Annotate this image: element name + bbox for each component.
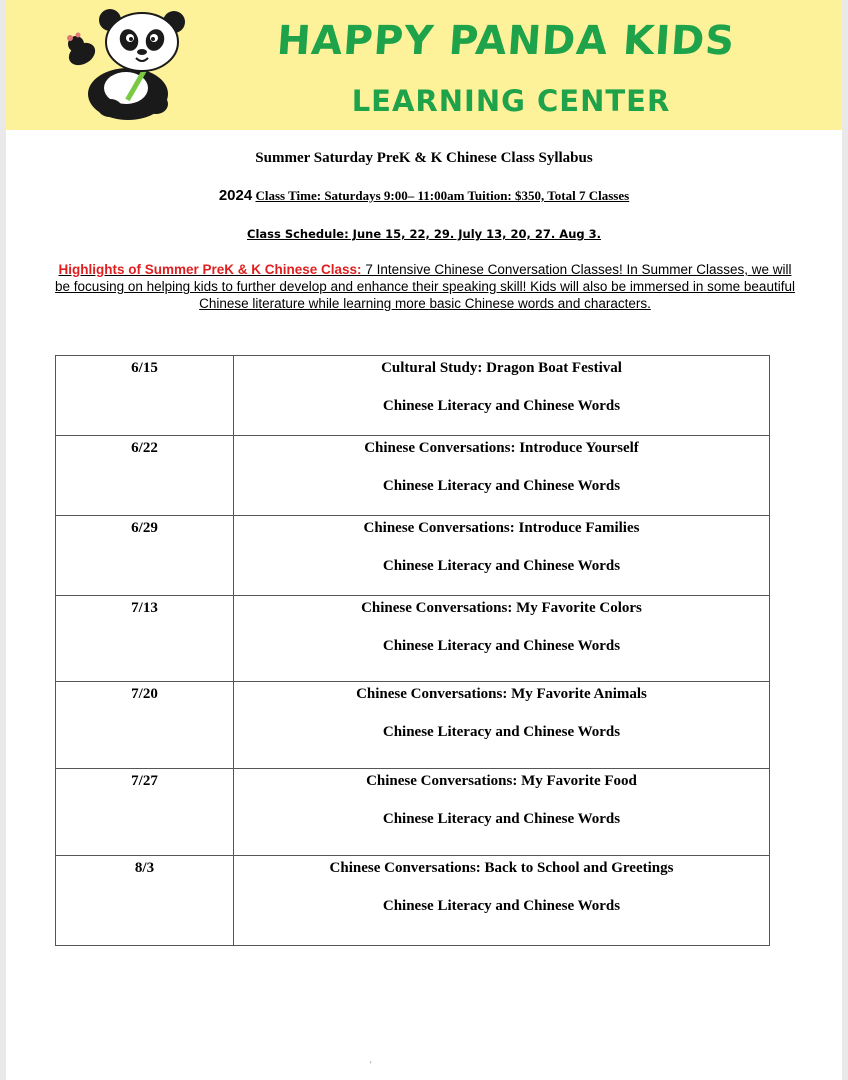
table-row (56, 769, 770, 856)
topic-text: Chinese Conversations: Introduce Families (363, 520, 640, 536)
highlights-label: Highlights of Summer PreK & K Chinese Class: (58, 262, 362, 277)
table-row (56, 516, 770, 596)
header-banner (6, 0, 842, 130)
literacy-text: Chinese Literacy and Chinese Words (382, 558, 621, 574)
class-schedule: Class Schedule: June 15, 22, 29. July 13, 20, 27. Aug 3. (247, 227, 601, 241)
topic-text: Chinese Conversations: My Favorite Colors (361, 600, 642, 616)
literacy-text: Chinese Literacy and Chinese Words (382, 724, 621, 740)
highlights-paragraph (52, 261, 798, 312)
footer-mark: ' (370, 1060, 372, 1069)
document-title: Summer Saturday PreK & K Chinese Class Syllabus (255, 150, 593, 166)
topic-text: Cultural Study: Dragon Boat Festival (381, 360, 622, 376)
topic-cell (234, 682, 770, 769)
topic-cell (234, 856, 770, 946)
table-row (56, 356, 770, 436)
topic-text: Chinese Conversations: Back to School and Greetings (329, 860, 674, 876)
date-cell: 7/20 (56, 682, 234, 769)
syllabus-table (55, 355, 770, 946)
year-label: 2024 (218, 187, 253, 204)
table-row (56, 682, 770, 769)
topic-text: Chinese Conversations: My Favorite Animals (356, 686, 647, 702)
literacy-text: Chinese Literacy and Chinese Words (382, 898, 621, 914)
literacy-text: Chinese Literacy and Chinese Words (382, 638, 621, 654)
literacy-text: Chinese Literacy and Chinese Words (382, 478, 621, 494)
topic-text: Chinese Conversations: Introduce Yourself (364, 440, 639, 456)
date-cell: 7/27 (56, 769, 234, 856)
date-cell: 6/22 (56, 436, 234, 516)
date-cell: 8/3 (56, 856, 234, 946)
class-time-text: Class Time: Saturdays 9:00– 11:00am Tuition: $350, Total 7 Classes (255, 188, 630, 203)
date-cell: 6/29 (56, 516, 234, 596)
topic-cell (234, 516, 770, 596)
table-row (56, 436, 770, 516)
brand-subtitle: LEARNING CENTER (351, 84, 671, 118)
highlights-text: 7 Intensive Chinese Conversation Classes! In Summer Classes, we will be focusing on helping kids to further develop and enhance their speaking skill! Kids will also be immersed in some beautiful Chinese literature while learning more basic Chinese words and characters. (55, 262, 795, 311)
class-time-line (6, 187, 842, 204)
topic-cell (234, 769, 770, 856)
panda-icon (56, 4, 196, 124)
document-page (6, 0, 842, 1080)
table-row (56, 596, 770, 682)
literacy-text: Chinese Literacy and Chinese Words (382, 398, 621, 414)
literacy-text: Chinese Literacy and Chinese Words (382, 811, 621, 827)
table-row (56, 856, 770, 946)
topic-text: Chinese Conversations: My Favorite Food (366, 773, 637, 789)
brand-name: HAPPY PANDA KIDS (275, 18, 737, 64)
topic-cell (234, 356, 770, 436)
date-cell: 7/13 (56, 596, 234, 682)
topic-cell (234, 596, 770, 682)
date-cell: 6/15 (56, 356, 234, 436)
topic-cell (234, 436, 770, 516)
